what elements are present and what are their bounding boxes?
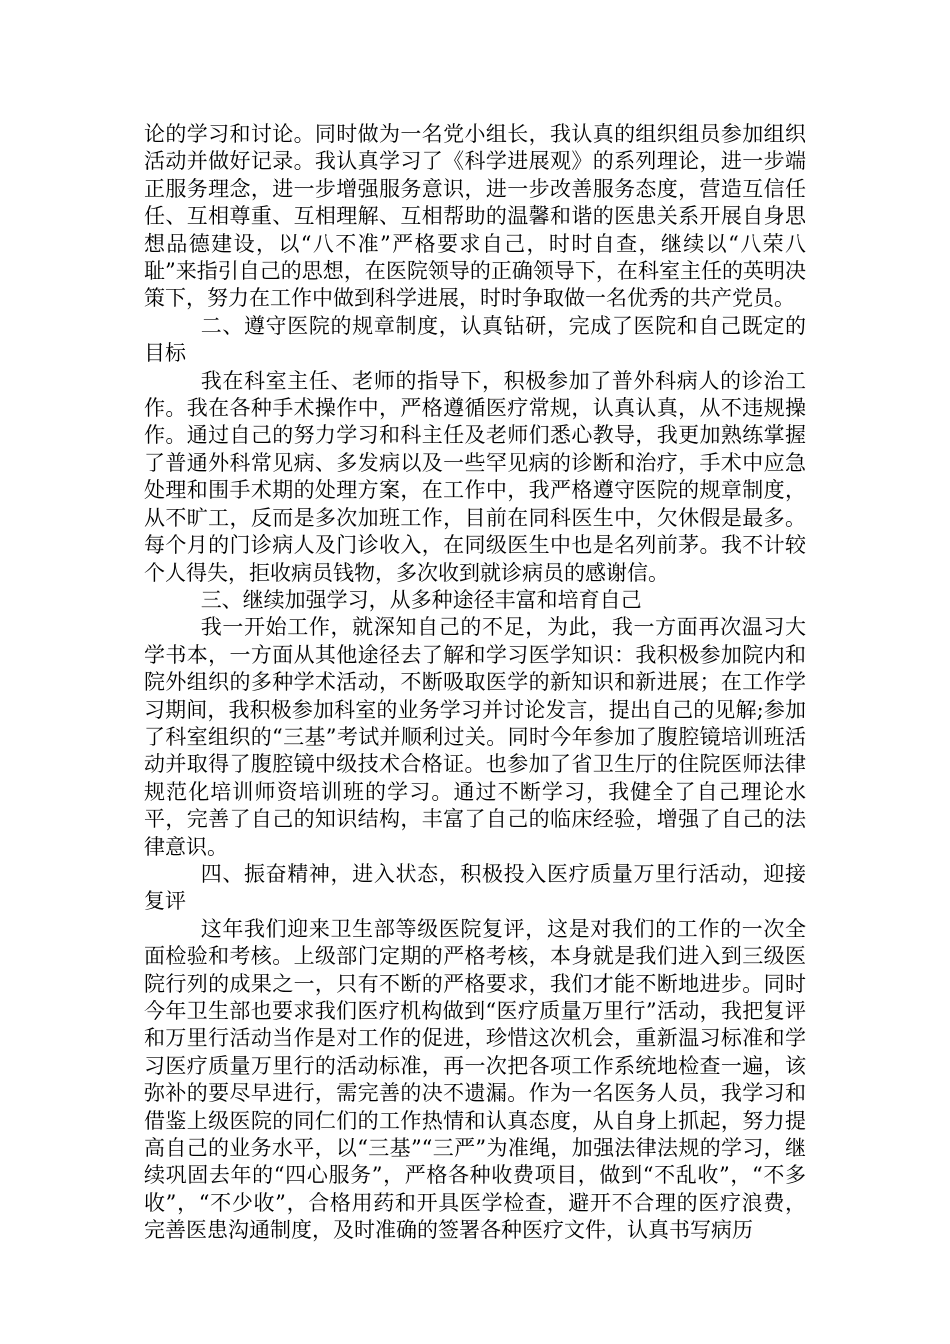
paragraph-section-3: 我一开始工作，就深知自己的不足，为此，我一方面再次温习大学书本，一方面从其他途径去了解和学习医学知识：我积极参加院内和院外组织的多种学术活动，不断吸取医学的新知识和新进展；在工作学习期间，我积极参加科室的业务学习并讨论发言，提出自己的见解;参加了科室组织的“三基”考试并顺利过关。同时今年参加了腹腔镜培训班活动并取得了腹腔镜中级技术合格证。也参加了省卫生厅的住院医师法律规范化培训师资培训班的学习。通过不断学习，我健全了自己理论水平，完善了自己的知识结构，丰富了自己的临床经验，增强了自己的法律意识。: [144, 615, 806, 859]
section-heading-3: 三、继续加强学习，从多种途径丰富和培育自己: [200, 587, 642, 612]
paragraph-intro-continuation: 论的学习和讨论。同时做为一名党小组长，我认真的组织组员参加组织活动并做好记录。我认真学习了《科学进展观》的系列理论，进一步端正服务理念，进一步增强服务意识，进一步改善服务态度，营造互信任任、互相尊重、互相理解、互相帮助的温馨和谐的医患关系开展自身思想品德建设，以“八不准”严格要求自己，时时自查，继续以“八荣八耻”来指引自己的思想，在医院领导的正确领导下，在科室主任的英明决策下，努力在工作中做到科学进展，时时争取做一名优秀的共产党员。: [144, 122, 806, 311]
document-page: [144, 121, 806, 1245]
paragraph-section-2: 我在科室主任、老师的指导下，积极参加了普外科病人的诊治工作。我在各种手术操作中，严格遵循医疗常规，认真认真，从不违规操作。通过自己的努力学习和科主任及老师们悉心教导，我更加熟练掌握了普通外科常见病、多发病以及一些罕见病的诊断和治疗，手术中应急处理和围手术期的处理方案，在工作中，我严格遵守医院的规章制度，从不旷工，反而是多次加班工作，目前在同科医生中，欠休假是最多。每个月的门诊病人及门诊收入，在同级医生中也是名列前茅。我不计较个人得失，拒收病员钱物，多次收到就诊病员的感谢信。: [144, 368, 806, 585]
section-heading-4: 四、振奋精神，进入状态，积极投入医疗质量万里行活动，迎接复评: [144, 861, 806, 914]
section-heading-2: 二、遵守医院的规章制度，认真钻研，完成了医院和自己既定的目标: [144, 313, 806, 366]
paragraph-section-4: 这年我们迎来卫生部等级医院复评，这是对我们的工作的一次全面检验和考核。上级部门定期的严格考核，本身就是我们进入到三级医院行列的成果之一，只有不断的严格要求，我们才能不断地进步。同时今年卫生部也要求我们医疗机构做到“医疗质量万里行”活动，我把复评和万里行活动当作是对工作的促进，珍惜这次机会，重新温习标准和学习医疗质量万里行的活动标准，再一次把各项工作系统地检查一遍，该弥补的要尽早进行，需完善的决不遗漏。作为一名医务人员，我学习和借鉴上级医院的同仁们的工作热情和认真态度，从自身上抓起，努力提高自己的业务水平，以“三基”“三严”为准绳，加强法律法规的学习，继续巩固去年的“四心服务”，严格各种收费项目，做到“不乱收”，“不多收”，“不少收”，合格用药和开具医学检查，避开不合理的医疗浪费，完善医患沟通制度，及时准确的签署各种医疗文件，认真书写病历: [144, 916, 806, 1243]
